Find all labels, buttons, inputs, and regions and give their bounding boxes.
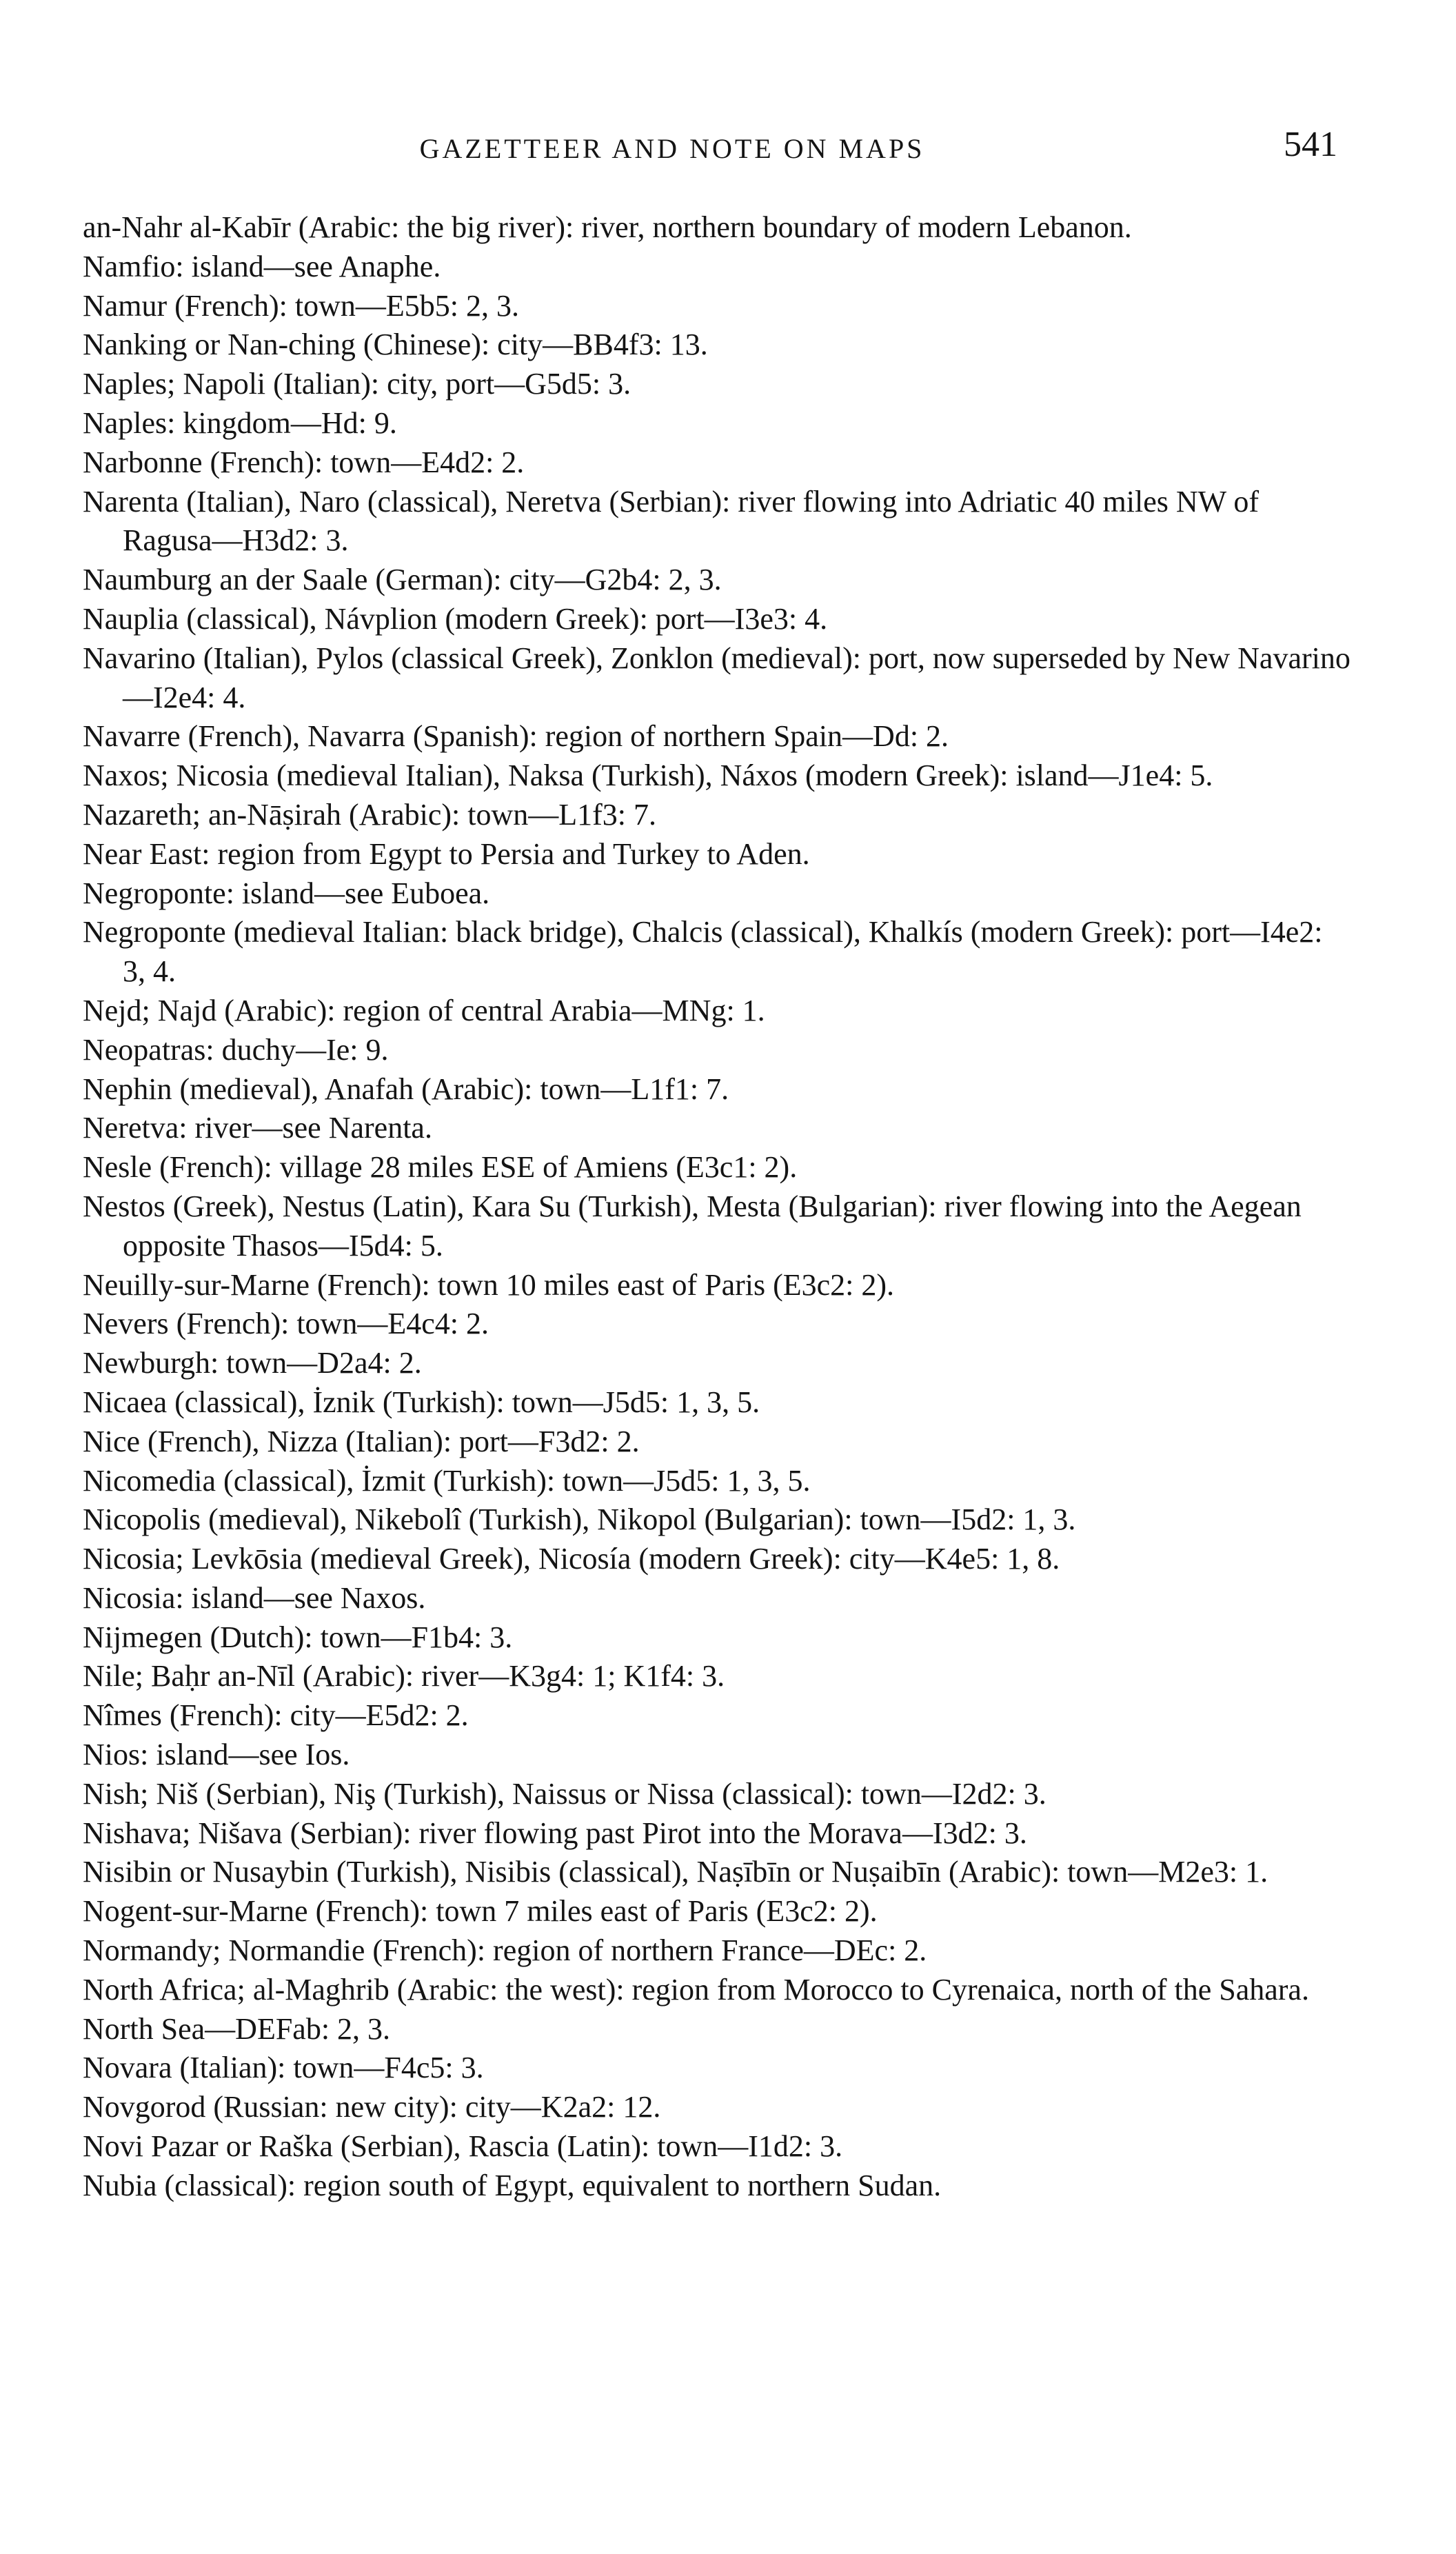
gazetteer-entry: Nejd; Najd (Arabic): region of central Arabia—MNg: 1. bbox=[83, 993, 765, 1027]
gazetteer-entry: Nanking or Nan-ching (Chinese): city—BB4f3: 13. bbox=[83, 328, 708, 362]
gazetteer-entry: Nios: island—see Ios. bbox=[83, 1738, 350, 1772]
gazetteer-entry: Normandy; Normandie (French): region of northern France—DEc: 2. bbox=[83, 1933, 927, 1968]
gazetteer-entry: Neopatras: duchy—Ie: 9. bbox=[83, 1032, 389, 1067]
gazetteer-entry: an-Nahr al-Kabīr (Arabic: the big river): river, northern boundary of modern Lebanon. bbox=[83, 210, 1132, 244]
gazetteer-entry: Navarre (French), Navarra (Spanish): region of northern Spain—Dd: 2. bbox=[83, 719, 949, 754]
gazetteer-entry: Nestos (Greek), Nestus (Latin), Kara Su (Turkish), Mesta (Bulgarian): river flowing into the Aegean opposite Thasos—I5d4: 5. bbox=[83, 1189, 1302, 1263]
gazetteer-entry: Nazareth; an-Nāṣirah (Arabic): town—L1f3: 7. bbox=[83, 797, 657, 832]
gazetteer-entry: Newburgh: town—D2a4: 2. bbox=[83, 1346, 422, 1380]
gazetteer-entry: North Africa; al-Maghrib (Arabic: the west): region from Morocco to Cyrenaica, north of the Sahara. bbox=[83, 1972, 1309, 2007]
gazetteer-entry: Namur (French): town—E5b5: 2, 3. bbox=[83, 288, 519, 323]
gazetteer-entry: Nevers (French): town—E4c4: 2. bbox=[83, 1307, 489, 1341]
gazetteer-entry: Negroponte: island—see Euboea. bbox=[83, 876, 490, 910]
gazetteer-entry: Narbonne (French): town—E4d2: 2. bbox=[83, 445, 525, 479]
page-header bbox=[69, 124, 1337, 172]
gazetteer-entry: Nijmegen (Dutch): town—F1b4: 3. bbox=[83, 1620, 513, 1654]
gazetteer-entry: Nisibin or Nusaybin (Turkish), Nisibis (classical), Naṣībīn or Nuṣaibīn (Arabic): town—M2e3: 1. bbox=[83, 1855, 1268, 1889]
gazetteer-entry: Naumburg an der Saale (German): city—G2b4: 2, 3. bbox=[83, 563, 722, 597]
gazetteer-entry: Near East: region from Egypt to Persia and Turkey to Aden. bbox=[83, 836, 810, 871]
gazetteer-entry: Naxos; Nicosia (medieval Italian), Naksa (Turkish), Náxos (modern Greek): island—J1e4: 5. bbox=[83, 758, 1213, 793]
gazetteer-entry: Nogent-sur-Marne (French): town 7 miles east of Paris (E3c2: 2). bbox=[83, 1894, 878, 1929]
gazetteer-entry: Navarino (Italian), Pylos (classical Greek), Zonklon (medieval): port, now superseded by New Navarino—I2e4: 4. bbox=[83, 641, 1351, 714]
gazetteer-entry: Nicaea (classical), İznik (Turkish): town—J5d5: 1, 3, 5. bbox=[83, 1385, 760, 1419]
gazetteer-entry: Nephin (medieval), Anafah (Arabic): town—L1f1: 7. bbox=[83, 1072, 729, 1106]
gazetteer-entry-list bbox=[83, 208, 1351, 2206]
gazetteer-entry: Nicosia; Levkōsia (medieval Greek), Nicosía (modern Greek): city—K4e5: 1, 8. bbox=[83, 1542, 1060, 1576]
gazetteer-entry: North Sea—DEFab: 2, 3. bbox=[83, 2011, 391, 2046]
gazetteer-entry: Nile; Baḥr an-Nīl (Arabic): river—K3g4: 1; K1f4: 3. bbox=[83, 1659, 725, 1693]
gazetteer-entry: Neretva: river—see Narenta. bbox=[83, 1111, 432, 1145]
gazetteer-entry: Nîmes (French): city—E5d2: 2. bbox=[83, 1698, 469, 1733]
gazetteer-entry: Novara (Italian): town—F4c5: 3. bbox=[83, 2051, 484, 2085]
gazetteer-entry: Nubia (classical): region south of Egypt, equivalent to northern Sudan. bbox=[83, 2168, 942, 2202]
page-number: 541 bbox=[1284, 125, 1337, 164]
gazetteer-entry: Negroponte (medieval Italian: black bridge), Chalcis (classical), Khalkís (modern Greek): port—I4e2: 3, 4. bbox=[83, 915, 1323, 989]
gazetteer-entry: Nish; Niš (Serbian), Niş (Turkish), Naissus or Nissa (classical): town—I2d2: 3. bbox=[83, 1776, 1046, 1811]
gazetteer-entry: Naples; Napoli (Italian): city, port—G5d5: 3. bbox=[83, 367, 631, 401]
gazetteer-entry: Nesle (French): village 28 miles ESE of Amiens (E3c1: 2). bbox=[83, 1150, 798, 1185]
gazetteer-entry: Nishava; Nišava (Serbian): river flowing past Pirot into the Morava—I3d2: 3. bbox=[83, 1816, 1027, 1850]
gazetteer-entry: Nicosia: island—see Naxos. bbox=[83, 1580, 426, 1615]
gazetteer-entry: Neuilly-sur-Marne (French): town 10 miles east of Paris (E3c2: 2). bbox=[83, 1267, 895, 1302]
gazetteer-entry: Nice (French), Nizza (Italian): port—F3d2: 2. bbox=[83, 1424, 640, 1458]
gazetteer-entry: Naples: kingdom—Hd: 9. bbox=[83, 405, 397, 440]
running-head: GAZETTEER AND NOTE ON MAPS bbox=[419, 133, 925, 164]
gazetteer-entry: Nicomedia (classical), İzmit (Turkish): town—J5d5: 1, 3, 5. bbox=[83, 1463, 811, 1498]
gazetteer-entry: Namfio: island—see Anaphe. bbox=[83, 249, 441, 283]
gazetteer-entry: Novgorod (Russian: new city): city—K2a2: 12. bbox=[83, 2090, 661, 2124]
gazetteer-entry: Nauplia (classical), Návplion (modern Greek): port—I3e3: 4. bbox=[83, 601, 828, 636]
gazetteer-entry: Nicopolis (medieval), Nikebolî (Turkish), Nikopol (Bulgarian): town—I5d2: 1, 3. bbox=[83, 1502, 1076, 1537]
gazetteer-entry: Narenta (Italian), Naro (classical), Neretva (Serbian): river flowing into Adriatic 40 miles NW of Ragusa—H3d2: 3. bbox=[83, 484, 1260, 558]
gazetteer-entry: Novi Pazar or Raška (Serbian), Rascia (Latin): town—I1d2: 3. bbox=[83, 2129, 843, 2164]
